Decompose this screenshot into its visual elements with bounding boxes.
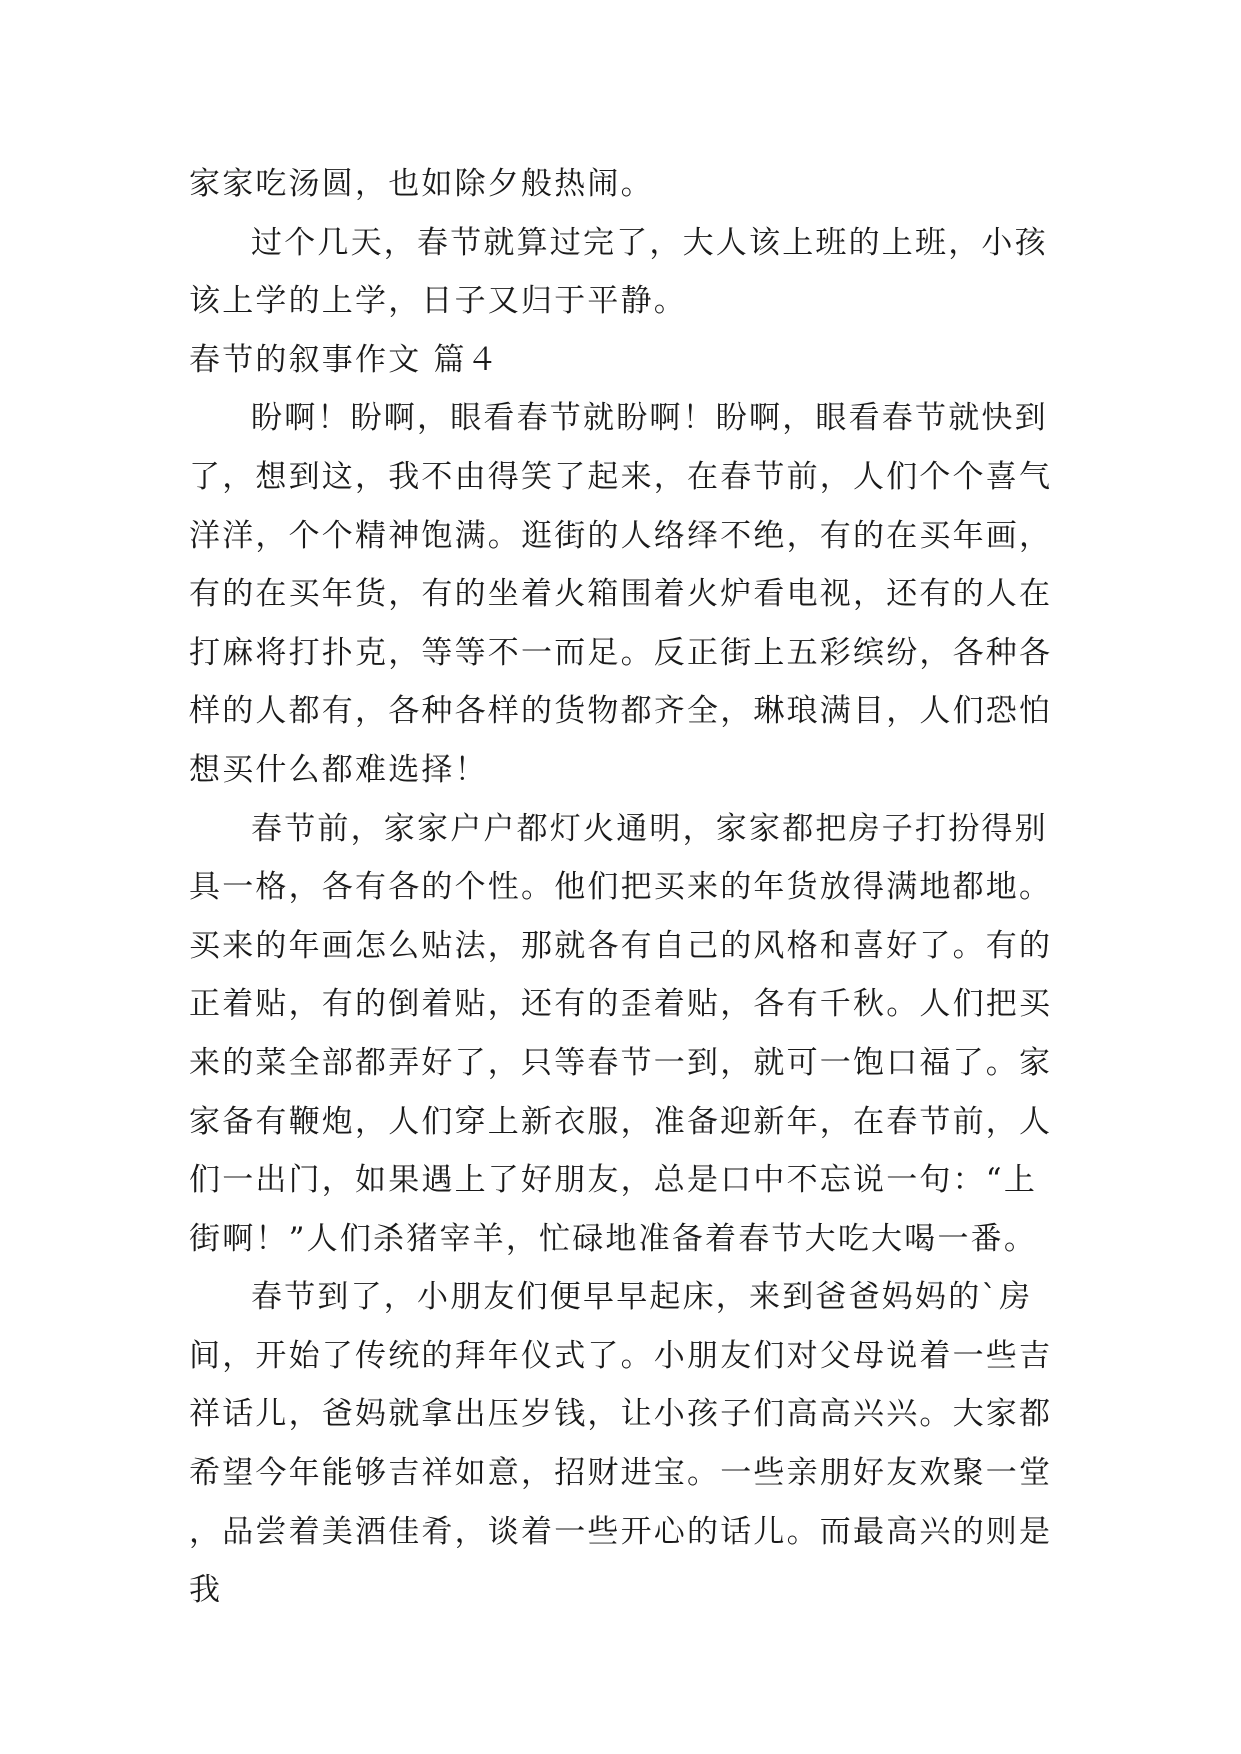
document-body <box>189 155 1059 1620</box>
paragraph-new-year-greeting: 春节到了，小朋友们便早早起床，来到爸爸妈妈的`房间，开始了传统的拜年仪式了。小朋友们对父母说着一些吉祥话儿，爸妈就拿出压岁钱，让小孩子们高高兴兴。大家都希望今年能够吉祥如意，招财进宝。一些亲朋好友欢聚一堂，品尝着美酒佳肴，谈着一些开心的话儿。而最高兴的则是我 <box>189 1279 1053 1609</box>
section-heading: 春节的叙事作文 篇４ <box>189 341 500 378</box>
paragraph-continued: 家家吃汤圆，也如除夕般热闹。 <box>189 166 654 202</box>
paragraph-anticipation: 盼啊！盼啊，眼看春节就盼啊！盼啊，眼看春节就快到了，想到这，我不由得笑了起来，在春节前，人们个个喜气洋洋，个个精神饱满。逛街的人络绎不绝，有的在买年画，有的在买年货，有的坐着火箱围着火炉看电视，还有的人在打麻将打扑克，等等不一而足。反正街上五彩缤纷，各种各样的人都有，各种各样的货物都齐全，琳琅满目，人们恐怕想买什么都难选择！ <box>189 400 1053 788</box>
paragraph-holiday-end: 过个几天，春节就算过完了，大人该上班的上班，小孩该上学的上学，日子又归于平静。 <box>189 224 1048 320</box>
paragraph-preparation: 春节前，家家户户都灯火通明，家家都把房子打扮得别具一格，各有各的个性。他们把买来的年货放得满地都地。买来的年画怎么贴法，那就各有自己的风格和喜好了。有的正着贴，有的倒着贴，还有的歪着贴，各有千秋。人们把买来的菜全部都弄好了，只等春节一到，就可一饱口福了。家家备有鞭炮，人们穿上新衣服，准备迎新年，在春节前，人们一出门，如果遇上了好朋友，总是口中不忘说一句：“上街啊！”人们杀猪宰羊，忙碌地准备着春节大吃大喝一番。 <box>189 810 1053 1257</box>
